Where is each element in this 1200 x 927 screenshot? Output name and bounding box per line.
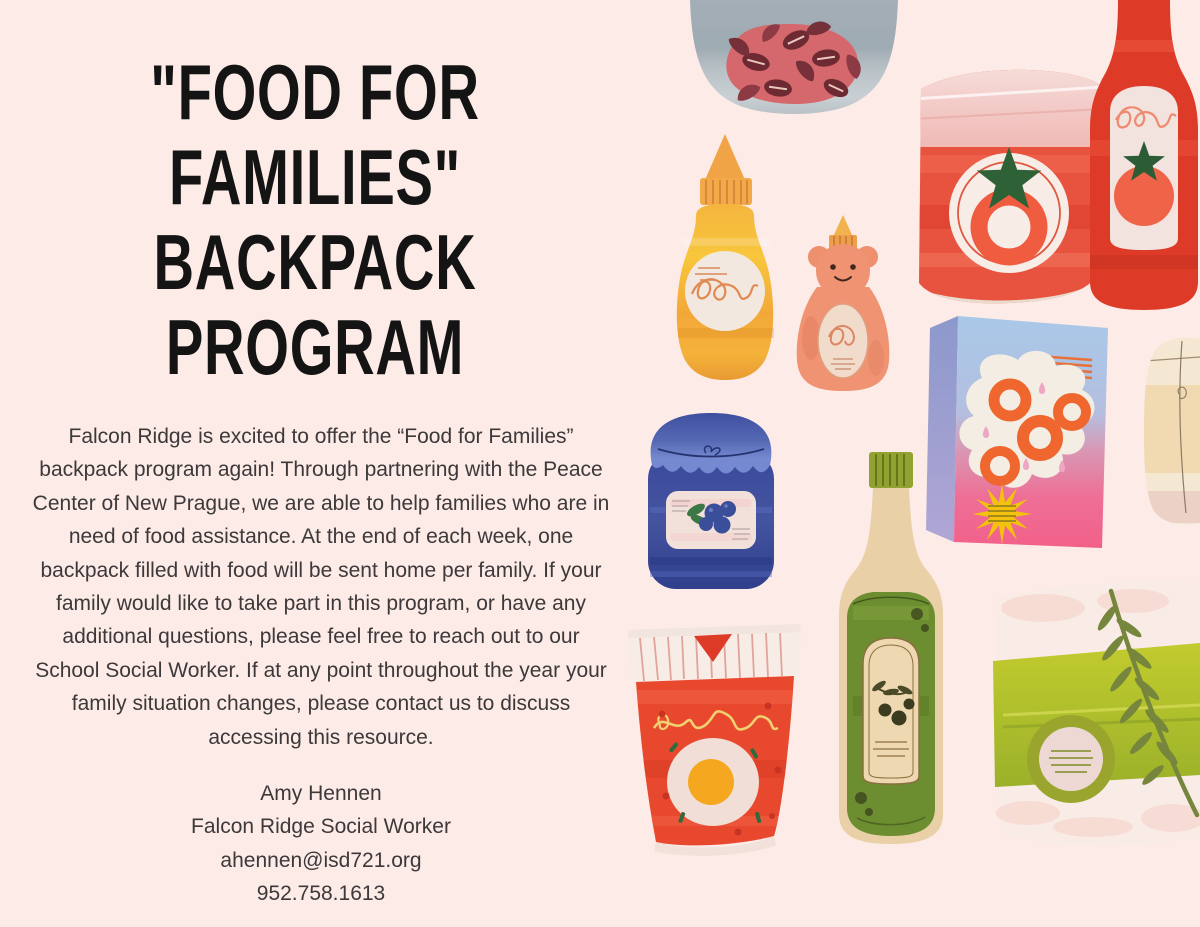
honey-bear-illustration — [773, 213, 913, 395]
beans-jar-illustration — [678, 0, 910, 132]
title-line-4: PROGRAM — [165, 303, 465, 391]
rice-package-illustration — [983, 563, 1200, 858]
contact-role: Falcon Ridge Social Worker — [191, 815, 451, 839]
program-description: Falcon Ridge is excited to offer the “Food for Families” backpack program again! Through partnering with the Peace Center of New Prague, we are able to help families who are in need of food assistance. At the end of each week, one backpack filled with food will be sent home per family. If your family would like to take part in this program, or have any additional questions, please feel free to reach out to our School Social Worker. If at any point throughout the year your family situation changes, please contact us to discuss accessing this resource. — [32, 425, 610, 749]
ketchup-bottle-illustration — [1088, 0, 1200, 318]
title-line-2: FAMILIES" — [168, 133, 462, 221]
olive-oil-bottle-illustration — [813, 446, 968, 850]
contact-block — [28, 777, 614, 911]
jam-jar-illustration — [636, 407, 786, 595]
noodle-cup-illustration — [616, 620, 811, 858]
title-line-3: BACKPACK — [153, 218, 477, 306]
page-title — [99, 50, 531, 390]
tomato-can-illustration — [903, 55, 1113, 327]
flour-bag-illustration — [1142, 333, 1200, 529]
title-line-1: "FOOD FOR — [150, 48, 480, 136]
contact-name: Amy Hennen — [260, 782, 382, 805]
contact-email: ahennen@isd721.org — [220, 848, 422, 872]
contact-phone: 952.758.1613 — [256, 882, 386, 906]
